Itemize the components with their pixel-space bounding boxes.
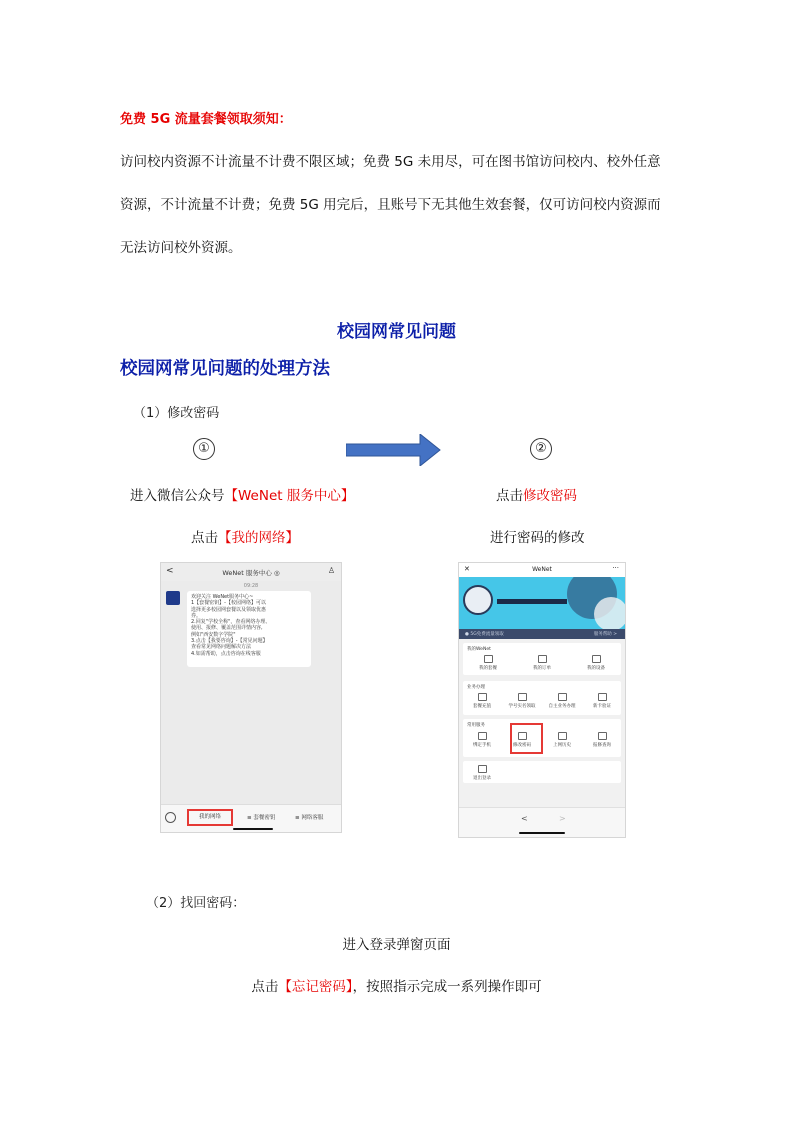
section-title: 校园网常见问题 — [337, 322, 456, 342]
message-line: 1【套餐密钥】-【校园网络】可以 — [191, 600, 266, 607]
grid-item-label: 上网历史 — [553, 743, 571, 748]
power-icon — [478, 765, 487, 773]
wenet-screenshot — [458, 562, 626, 838]
back-icon[interactable]: < — [166, 566, 174, 576]
change-password-label: （1）修改密码 — [133, 406, 220, 421]
step-1-number: ① — [193, 438, 215, 460]
step-2-caption-2: 进行密码的修改 — [490, 530, 585, 546]
retrieve-step-2-post: ，按照指示完成一系列操作即可 — [352, 979, 542, 995]
grid-item-label: 报修查询 — [593, 743, 611, 748]
grid-item-label: 套餐充值 — [473, 704, 491, 709]
grid-item[interactable] — [585, 732, 619, 748]
grid-item[interactable] — [545, 732, 579, 748]
chat-time: 09:28 — [243, 583, 259, 589]
phone-icon — [478, 732, 487, 740]
close-icon[interactable]: ✕ — [464, 565, 470, 573]
grid-item[interactable] — [579, 655, 613, 671]
wechat-screenshot — [160, 562, 342, 833]
grid-item-label: 新卡验证 — [593, 704, 611, 709]
message-line: 欢迎关注 WeNet服务中心~ — [191, 594, 254, 600]
message-line: 券。 — [191, 612, 202, 619]
id-icon — [518, 693, 527, 701]
grid-item-label: 我的设备 — [587, 666, 605, 671]
help-link[interactable]: 服务帮助 > — [593, 632, 617, 637]
info-left[interactable]: ● 5G免费流量领取 — [465, 632, 504, 637]
step-2-caption-1-text: 点击 — [496, 488, 523, 504]
message-line: 2.回复"学校全称"，查看网络办理、 — [191, 619, 271, 626]
browser-nav-bar — [459, 807, 625, 837]
step-1-caption-1 — [130, 484, 354, 504]
wenet-service-center-text: 【WeNet 服务中心】 — [224, 488, 355, 504]
home-indicator — [233, 828, 273, 830]
grid-item[interactable] — [525, 655, 559, 671]
wenet-banner — [459, 577, 625, 629]
grid-item-label: 自主业务办理 — [548, 704, 576, 709]
service-icon — [558, 693, 567, 701]
step-1-caption-1-text: 进入微信公众号 — [130, 488, 225, 504]
order-icon — [538, 655, 547, 663]
retrieve-step-2-pre: 点击 — [251, 979, 279, 995]
repair-icon — [598, 732, 607, 740]
grid-item-label: 绑定手机 — [473, 743, 491, 748]
forgot-password-text: 【忘记密码】 — [278, 979, 353, 995]
grid-item[interactable] — [505, 693, 539, 709]
step-1-caption-2-text: 点击 — [191, 530, 218, 546]
message-line: 查看常见网络问题解决方法 — [191, 644, 252, 651]
step-2-caption-1 — [496, 484, 577, 504]
card-title: 业务办理 — [467, 685, 485, 690]
grid-item[interactable] — [585, 693, 619, 709]
modify-password-text: 修改密码 — [523, 488, 577, 504]
nav-forward-icon[interactable]: > — [559, 814, 566, 823]
card-title: 我的WeNet — [467, 647, 491, 652]
nav-back-icon[interactable]: < — [521, 814, 528, 823]
grid-item-label: 退出登录 — [473, 776, 491, 781]
user-icon[interactable]: ♙ — [327, 566, 335, 575]
grid-item-label: 我的套餐 — [479, 666, 497, 671]
keyboard-icon[interactable] — [165, 812, 176, 823]
grid-item-label: 修改密码 — [513, 743, 531, 748]
retrieve-password-label: （2）找回密码： — [146, 896, 246, 911]
notice-line-3: 无法访问校外资源。 — [120, 240, 242, 256]
faq-heading: 校园网常见问题的处理方法 — [120, 359, 330, 379]
grid-item[interactable] — [545, 693, 579, 709]
message-line: 4.如需帮助，点击咨询在线客服 — [191, 650, 261, 657]
banner-shape — [594, 597, 625, 629]
package-icon — [484, 655, 493, 663]
chat-title: WeNet 服务中心 ◎ — [222, 569, 280, 577]
wechat-header — [161, 563, 341, 581]
grid-item-label: 我的订单 — [533, 666, 551, 671]
grid-item[interactable] — [465, 693, 499, 709]
message-line: 选择更多校园网套餐以及领取优惠 — [191, 606, 267, 613]
message-line: 3.点击【我要咨询】-【常见问题】 — [191, 638, 268, 645]
step-2-number: ② — [530, 438, 552, 460]
menu-network-service[interactable]: ≡ 网络客服 — [295, 815, 324, 821]
menu-package-key[interactable]: ≡ 套餐密钥 — [247, 815, 276, 821]
grid-item-label: 学号实名领取 — [508, 704, 536, 709]
more-icon[interactable]: ··· — [612, 564, 619, 572]
grid-item[interactable] — [465, 765, 499, 781]
card-my-wenet — [463, 643, 621, 675]
wechat-menu-bar — [161, 804, 341, 832]
wenet-header — [459, 563, 625, 577]
grid-item[interactable] — [465, 732, 499, 748]
avatar — [166, 591, 180, 605]
notice-line-1: 访问校内资源不计流量不计费不限区域；免费 5G 未用尽，可在图书馆访问校内、校外任意 — [120, 154, 661, 170]
retrieve-step-1: 进入登录弹窗页面 — [342, 937, 451, 953]
highlight-box — [510, 723, 543, 754]
card-icon — [598, 693, 607, 701]
card-title: 常用服务 — [467, 723, 485, 728]
owl-avatar — [463, 585, 493, 615]
message-line: 例如"西安数字学院" — [191, 631, 236, 638]
menu-my-network[interactable]: 我的网络 — [187, 809, 233, 826]
home-indicator — [519, 832, 565, 834]
message-bubble — [187, 591, 311, 667]
notice-line-2: 资源，不计流量不计费；免费 5G 用完后，且账号下无其他生效套餐，仅可访问校内资源而 — [120, 197, 661, 213]
grid-item[interactable] — [471, 655, 505, 671]
message-line: 使用、报修、覆盖范围详情内容, — [191, 625, 263, 632]
notice-title: 免费 5G 流量套餐领取须知： — [120, 112, 292, 127]
history-icon — [558, 732, 567, 740]
wenet-title: WeNet — [532, 566, 552, 573]
device-icon — [592, 655, 601, 663]
my-network-text: 【我的网络】 — [218, 530, 299, 546]
card-logout — [463, 761, 621, 783]
step-1-caption-2 — [191, 526, 299, 546]
recharge-icon — [478, 693, 487, 701]
info-bar — [459, 629, 625, 639]
right-arrow-icon — [346, 434, 442, 466]
user-name-bar — [497, 599, 567, 604]
retrieve-step-2 — [0, 975, 793, 995]
card-business — [463, 681, 621, 715]
